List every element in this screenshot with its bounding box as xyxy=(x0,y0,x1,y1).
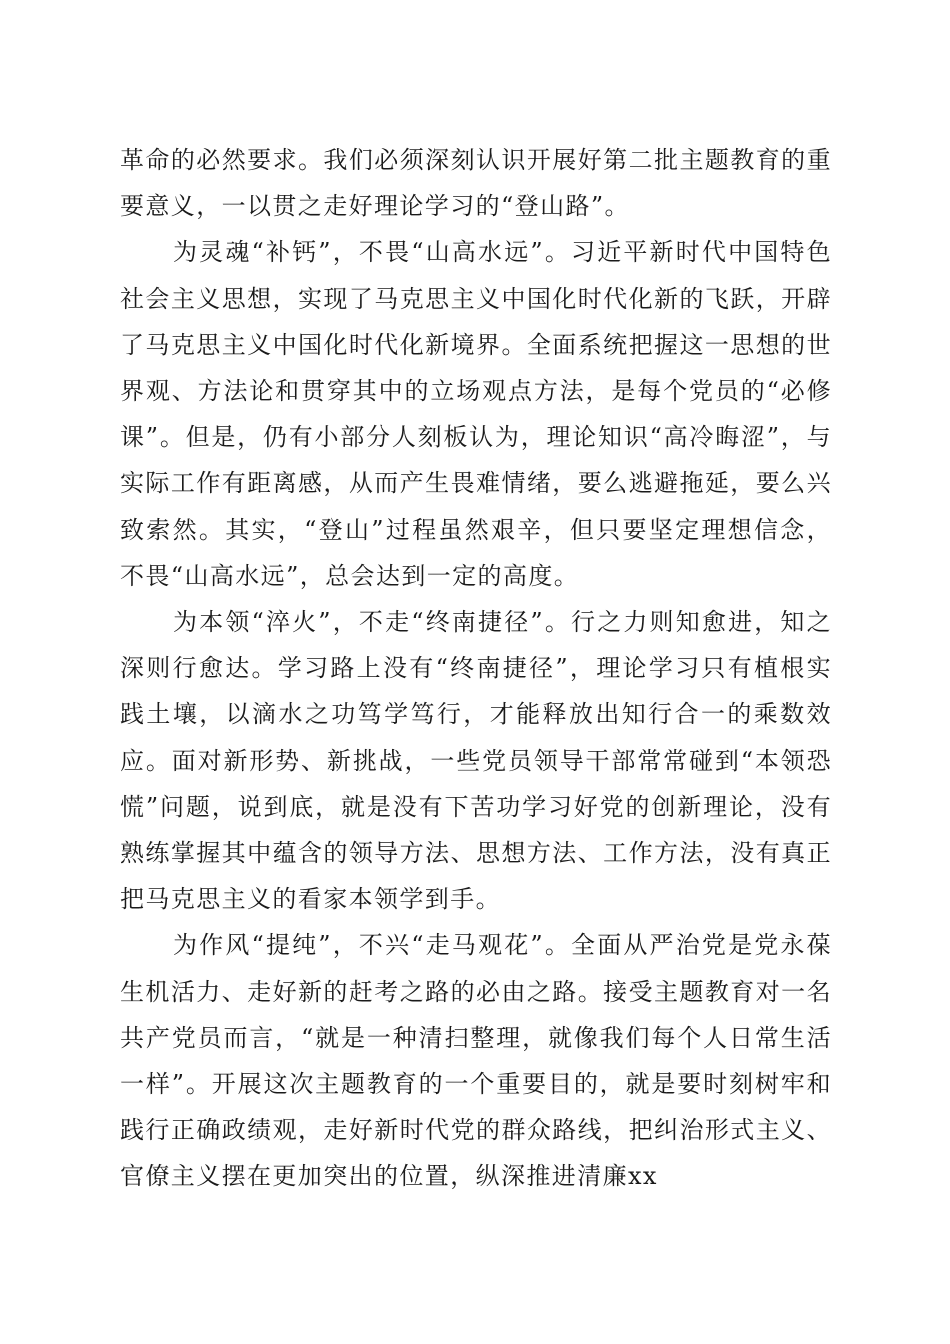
paragraph-skill-quench: 为本领“淬火”，不走“终南捷径”。行之力则知愈进，知之深则行愈达。学习路上没有“终南捷径”，理论学习只有植根实践土壤，以滴水之功笃学笃行，才能释放出知行合一的乘数效应。面对新形势、新挑战，一些党员领导干部常常碰到“本领恐慌”问题，说到底，就是没有下苦功学习好党的创新理论，没有熟练掌握其中蕴含的领导方法、思想方法、工作方法，没有真正把马克思主义的看家本领学到手。 xyxy=(120,608,832,914)
paragraph-soul-calcium: 为灵魂“补钙”，不畏“山高水远”。习近平新时代中国特色社会主义思想，实现了马克思主义中国化时代化新的飞跃，开辟了马克思主义中国化时代化新境界。全面系统把握这一思想的世界观、方法论和贯穿其中的立场观点方法，是每个党员的“必修课”。但是，仍有小部分人刻板认为，理论知识“高冷晦涩”，与实际工作有距离感，从而产生畏难情绪，要么逃避拖延，要么兴致索然。其实，“登山”过程虽然艰辛，但只要坚定理想信念，不畏“山高水远”，总会达到一定的高度。 xyxy=(120,238,832,590)
paragraph-continuation: 革命的必然要求。我们必须深刻认识开展好第二批主题教育的重要意义，一以贯之走好理论学习的“登山路”。 xyxy=(120,146,832,221)
document-body xyxy=(120,137,832,1200)
paragraph-style-purify: 为作风“提纯”，不兴“走马观花”。全面从严治党是党永葆生机活力、走好新的赶考之路的必由之路。接受主题教育对一名共产党员而言，“就是一种清扫整理，就像我们每个人日常生活一样”。开展这次主题教育的一个重要目的，就是要时刻树牢和践行正确政绩观，走好新时代党的群众路线，把纠治形式主义、官僚主义摆在更加突出的位置，纵深推进清廉xx xyxy=(120,931,832,1191)
